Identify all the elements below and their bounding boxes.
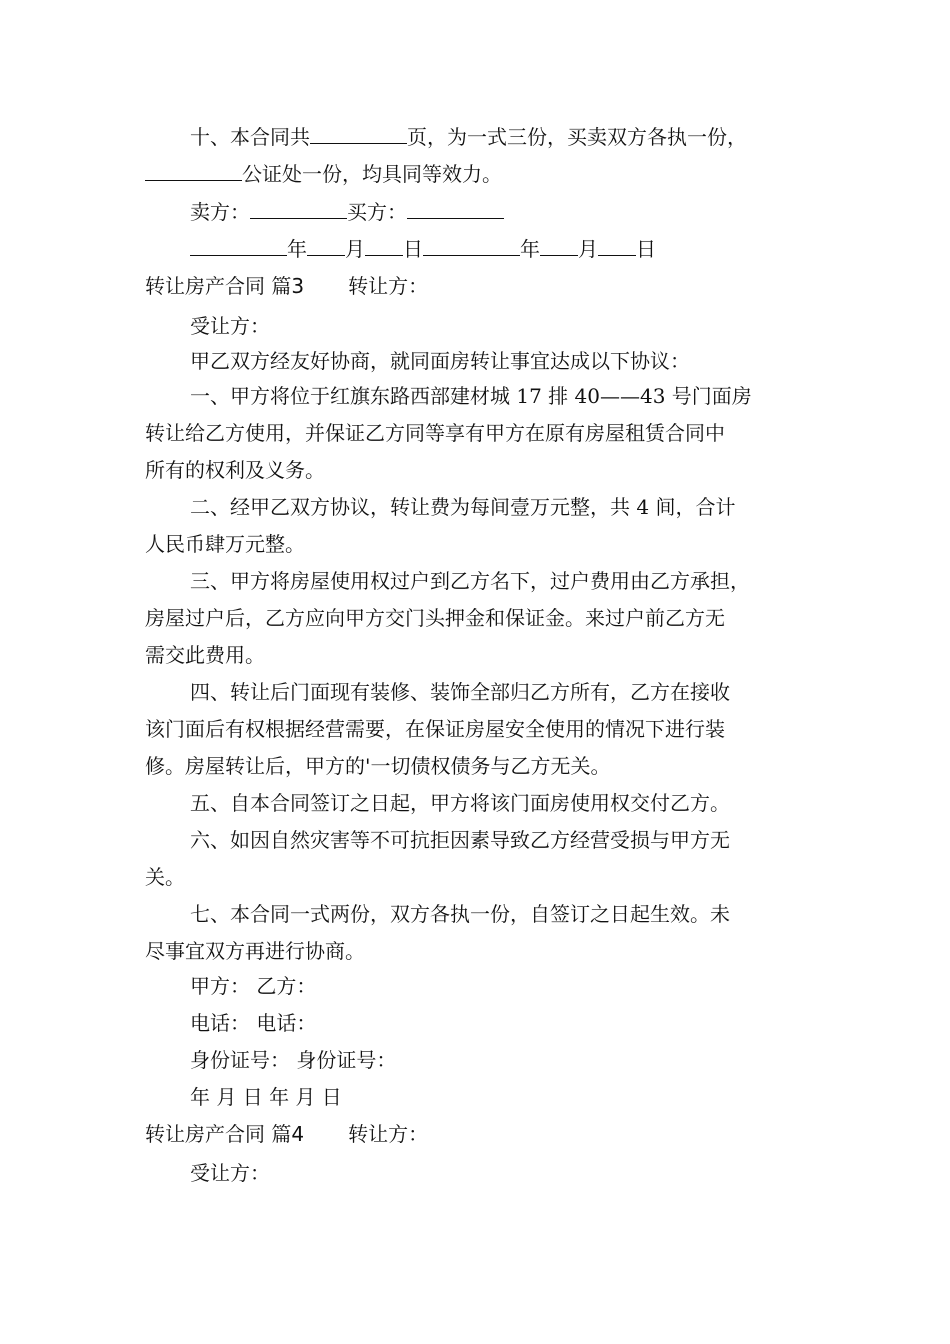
intro-line: 甲乙双方经友好协商，就同面房转让事宜达成以下协议： bbox=[190, 349, 690, 373]
clause5-line1: 五、自本合同签订之日起，甲方将该门面房使用权交付乙方。 bbox=[190, 791, 730, 815]
section10-line2 bbox=[145, 162, 502, 186]
id-number-line: 身份证号： 身份证号： bbox=[190, 1048, 397, 1072]
article4-transferee-line: 受让方： bbox=[190, 1161, 270, 1185]
article3-heading: 转让房产合同 篇3 bbox=[145, 274, 305, 298]
blank-line bbox=[145, 162, 242, 181]
clause6-line1: 六、如因自然灾害等不可抗拒因素导致乙方经营受损与甲方无 bbox=[190, 828, 730, 852]
blank-line bbox=[190, 237, 287, 256]
article4-heading: 转让房产合同 篇4 bbox=[145, 1122, 305, 1146]
text-segment: 公证处一份，均具同等效力。 bbox=[242, 162, 502, 186]
clause1-line1: 一、甲方将位于红旗东路西部建材城 17 排 40——43 号门面房 bbox=[190, 384, 752, 408]
section10-line1 bbox=[190, 125, 747, 149]
clause3-line1: 三、甲方将房屋使用权过户到乙方名下，过户费用由乙方承担， bbox=[190, 569, 750, 593]
signature-line bbox=[190, 200, 504, 224]
year-label: 年 bbox=[287, 237, 307, 261]
clause1-line3: 所有的权利及义务。 bbox=[145, 458, 325, 482]
blank-line bbox=[407, 200, 504, 219]
month-label: 月 bbox=[345, 237, 365, 261]
transferor-label: 转让方： bbox=[348, 1122, 429, 1146]
clause2-line2: 人民币肆万元整。 bbox=[145, 532, 305, 556]
blank-line bbox=[540, 237, 578, 256]
clause6-line2: 关。 bbox=[145, 865, 185, 889]
date-line-2: 年 月 日 年 月 日 bbox=[190, 1085, 342, 1109]
clause4-line1: 四、转让后门面现有装修、装饰全部归乙方所有，乙方在接收 bbox=[190, 680, 730, 704]
article3-heading-line bbox=[145, 274, 428, 298]
month-label: 月 bbox=[578, 237, 598, 261]
blank-line bbox=[365, 237, 403, 256]
day-label: 日 bbox=[403, 237, 423, 261]
text-segment: 十、本合同共 bbox=[190, 125, 310, 149]
transferor-label: 转让方： bbox=[348, 274, 429, 298]
transferee-line: 受让方： bbox=[190, 314, 270, 338]
blank-line bbox=[310, 125, 407, 144]
blank-line bbox=[598, 237, 636, 256]
clause2-line1: 二、经甲乙双方协议，转让费为每间壹万元整，共 4 间，合计 bbox=[190, 495, 736, 519]
clause7-line1: 七、本合同一式两份，双方各执一份，自签订之日起生效。未 bbox=[190, 902, 730, 926]
blank-line bbox=[307, 237, 345, 256]
buyer-label: 买方： bbox=[347, 200, 407, 224]
phone-line: 电话： 电话： bbox=[190, 1011, 317, 1035]
clause3-line2: 房屋过户后，乙方应向甲方交门头押金和保证金。来过户前乙方无 bbox=[145, 606, 725, 630]
article4-heading-line bbox=[145, 1122, 428, 1146]
clause7-line2: 尽事宜双方再进行协商。 bbox=[145, 939, 365, 963]
parties-line: 甲方： 乙方： bbox=[190, 974, 317, 998]
clause1-line2: 转让给乙方使用，并保证乙方同等享有甲方在原有房屋租赁合同中 bbox=[145, 421, 725, 445]
text-segment: 页，为一式三份，买卖双方各执一份， bbox=[407, 125, 747, 149]
day-label: 日 bbox=[636, 237, 656, 261]
clause3-line3: 需交此费用。 bbox=[145, 643, 265, 667]
clause4-line3: 修。房屋转让后，甲方的'一切债权债务与乙方无关。 bbox=[145, 754, 611, 778]
seller-label: 卖方： bbox=[190, 200, 250, 224]
date-line bbox=[190, 237, 656, 261]
year-label: 年 bbox=[520, 237, 540, 261]
clause4-line2: 该门面后有权根据经营需要，在保证房屋安全使用的情况下进行装 bbox=[145, 717, 725, 741]
blank-line bbox=[250, 200, 347, 219]
blank-line bbox=[423, 237, 520, 256]
